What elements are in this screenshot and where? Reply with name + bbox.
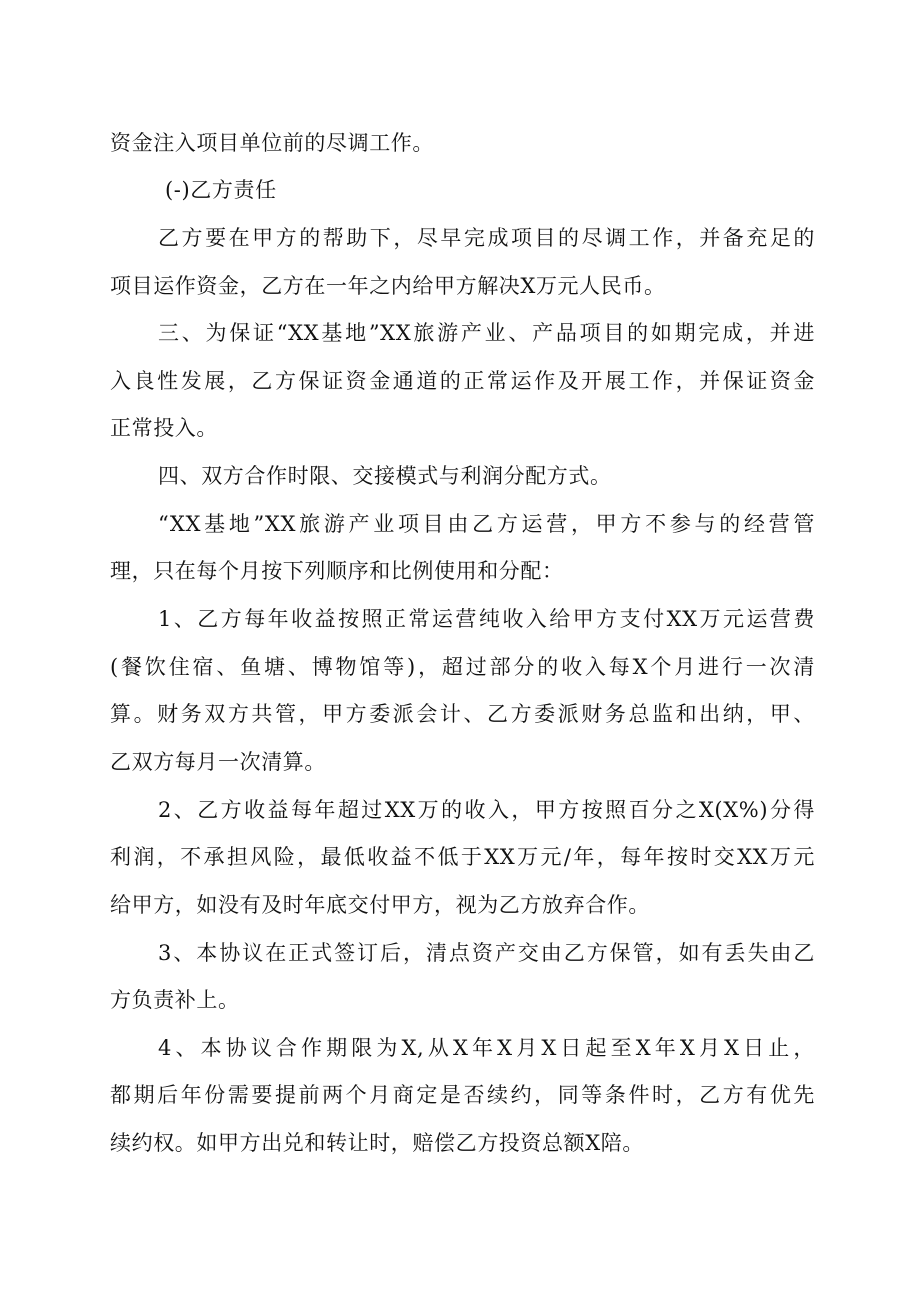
paragraph-line: 利润，不承担风险，最低收益不低于XX万元/年，每年按时交XX万元 [110, 845, 815, 869]
paragraph-line: 项目运作资金，乙方在一年之内给甲方解决X万元人民币。 [110, 274, 666, 298]
paragraph-line: 1、乙方每年收益按照正常运营纯收入给甲方支付XX万元运营费 [158, 607, 815, 631]
section-heading: 四、双方合作时限、交接模式与利润分配方式。 [158, 464, 612, 488]
paragraph-line: 算。财务双方共管，甲方委派会计、乙方委派财务总监和出纳，甲、 [110, 702, 815, 726]
paragraph-line: 入良性发展，乙方保证资金通道的正常运作及开展工作，并保证资金 [110, 369, 815, 393]
paragraph-line: 正常投入。 [110, 416, 218, 440]
paragraph-line: 理，只在每个月按下列顺序和比例使用和分配： [110, 559, 564, 583]
paragraph-line: 乙方要在甲方的帮助下，尽早完成项目的尽调工作，并备充足的 [158, 226, 815, 250]
paragraph-line: 方负责补上。 [110, 988, 240, 1012]
section-heading: (-)乙方责任 [165, 178, 277, 202]
paragraph-line: (餐饮住宿、鱼塘、博物馆等)，超过部分的收入每X个月进行一次清 [110, 655, 815, 679]
paragraph-line: 乙双方每月一次清算。 [110, 750, 326, 774]
paragraph-line: “XX基地”XX旅游产业项目由乙方运营，甲方不参与的经营管 [158, 512, 815, 536]
paragraph-line: 三、为保证“XX基地”XX旅游产业、产品项目的如期完成，并进 [158, 321, 815, 345]
paragraph-line: 续约权。如甲方出兑和转让时，赔偿乙方投资总额X陪。 [110, 1131, 644, 1155]
paragraph-line: 资金注入项目单位前的尽调工作。 [110, 131, 434, 155]
paragraph-line: 给甲方，如没有及时年底交付甲方，视为乙方放弃合作。 [110, 893, 650, 917]
paragraph-line: 2、乙方收益每年超过XX万的收入，甲方按照百分之X(X%)分得 [158, 798, 815, 822]
paragraph-line: 3、本协议在正式签订后，清点资产交由乙方保管，如有丢失由乙 [158, 941, 815, 965]
paragraph-line: 4、本协议合作期限为X,从X年X月X日起至X年X月X日止， [158, 1036, 815, 1060]
paragraph-line: 都期后年份需要提前两个月商定是否续约，同等条件时，乙方有优先 [110, 1083, 815, 1107]
